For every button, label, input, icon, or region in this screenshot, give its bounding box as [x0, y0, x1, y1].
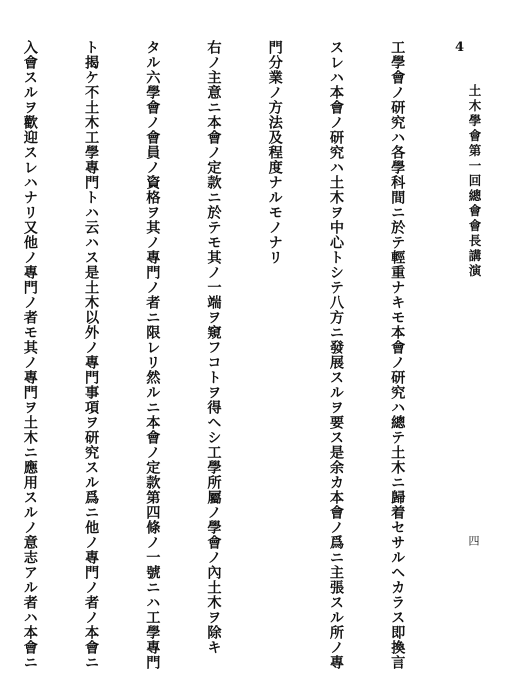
body-text [21, 40, 448, 670]
folio: 四 [467, 535, 480, 546]
text-column: ト揭ケ不土木工學專門トハ云ハス是土木以外ノ專門事項ヲ研究スル爲ニ他ノ專門ノ者ノ本會ニ [83, 40, 100, 670]
text-column: 工學會ノ研究ハ各學科間ニ於テ輕重ナキモ本會ノ研究ハ總テ土木ニ歸着セサルヘカラス即換言 [389, 40, 406, 670]
text-column: 入會スルヲ歡迎スレハナリ又他ノ專門ノ者モ其ノ專門ヲ土木ニ應用スルノ意志アル者ハ本會ニ [21, 40, 38, 670]
running-header: 土木學會第一回總會會長講演 [467, 84, 482, 279]
page-number-top: 4 [455, 40, 465, 55]
text-column: タル六學會ノ會員ノ資格ヲ其ノ專門ノ者ニ限レリ然ルニ本會ノ定款第四條ノ一號ニハ工學專門 [144, 40, 161, 670]
text-column: スレハ本會ノ研究ハ土木ヲ中心トシテ八方ニ發展スルヲ要ス是余カ本會ノ爲ニ主張スル所ノ專 [327, 40, 344, 670]
text-column: 右ノ主意ニ本會ノ定款ニ於テモ其ノ一端ヲ窺フコトヲ得ヘシ工學所屬ノ學會ノ內土木ヲ除キ [205, 40, 222, 655]
text-column: 門分業ノ方法及程度ナルモノナリ [266, 40, 283, 265]
